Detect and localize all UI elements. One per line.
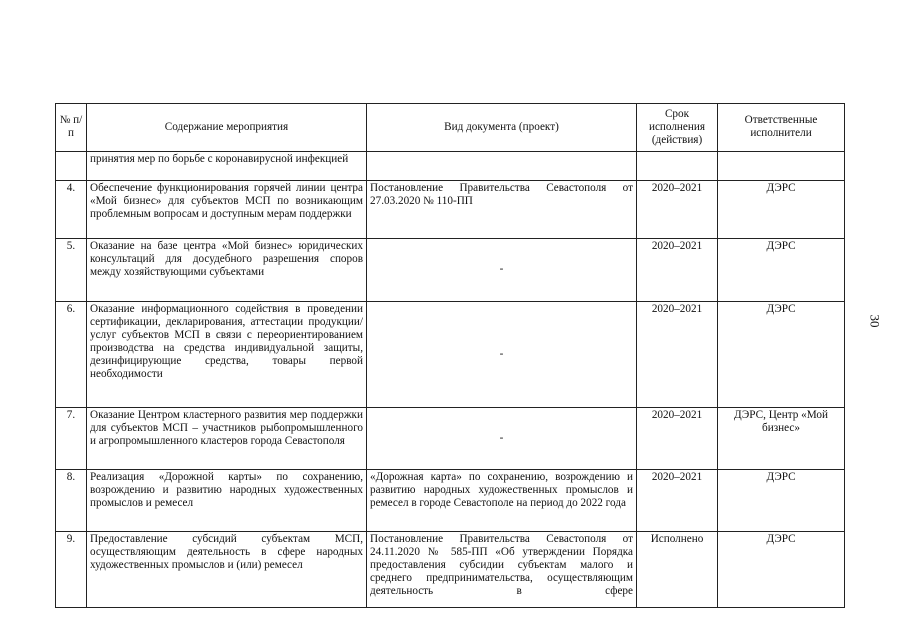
- table-row: [56, 181, 845, 239]
- cell-num: 6.: [56, 302, 87, 408]
- table-row: [56, 302, 845, 408]
- cell-resp: ДЭРС: [718, 181, 845, 239]
- cell-term: Исполнено: [637, 532, 718, 608]
- cell-num: 5.: [56, 239, 87, 302]
- table-row: [56, 470, 845, 532]
- cell-content: Оказание на базе центра «Мой бизнес» юридических консультаций для досудебного разрешения споров между хозяйствующими субъектами: [87, 239, 367, 302]
- cell-resp: ДЭРС, Центр «Мой бизнес»: [718, 408, 845, 470]
- cell-term: 2020–2021: [637, 239, 718, 302]
- table-row: [56, 239, 845, 302]
- cell-doc: -: [367, 408, 637, 470]
- header-term: Срок исполнения (действия): [637, 104, 718, 152]
- table-header-row: [56, 104, 845, 152]
- header-resp: Ответственные исполнители: [718, 104, 845, 152]
- cell-doc: Постановление Правительства Севастополя от 27.03.2020 № 110-ПП: [367, 181, 637, 239]
- cell-doc: Постановление Правительства Севастополя от 24.11.2020 № 585-ПП «Об утверждении Порядка предоставления субсидии субъектам малого и среднего предпринимательства, осуществляющим деятельность в сфере: [367, 532, 637, 608]
- cell-resp: ДЭРС: [718, 239, 845, 302]
- cell-term: 2020–2021: [637, 181, 718, 239]
- cell-num: 7.: [56, 408, 87, 470]
- cell-resp: ДЭРС: [718, 470, 845, 532]
- cell-num: 9.: [56, 532, 87, 608]
- cell-num: [56, 152, 87, 181]
- table-row: [56, 532, 845, 608]
- cell-resp: ДЭРС: [718, 302, 845, 408]
- cell-term: 2020–2021: [637, 470, 718, 532]
- cell-term: 2020–2021: [637, 408, 718, 470]
- cell-content: принятия мер по борьбе с коронавирусной инфекцией: [87, 152, 367, 181]
- cell-num: 8.: [56, 470, 87, 532]
- page-number: 30: [867, 314, 883, 328]
- cell-doc: [367, 152, 637, 181]
- header-content: Содержание мероприятия: [87, 104, 367, 152]
- cell-content: Оказание информационного содействия в проведении сертификации, декларирования, аттестации продукции/услуг субъектов МСП в связи с переориентированием производства на средства индивидуальной защиты, дезинфицирующие средства, товары первой необходимости: [87, 302, 367, 408]
- cell-term: [637, 152, 718, 181]
- table-row: [56, 408, 845, 470]
- cell-term: 2020–2021: [637, 302, 718, 408]
- cell-content: Обеспечение функционирования горячей линии центра «Мой бизнес» для субъектов МСП по возникающим проблемным вопросам и доступным мерам поддержки: [87, 181, 367, 239]
- cell-doc: -: [367, 302, 637, 408]
- cell-doc: -: [367, 239, 637, 302]
- header-doc: Вид документа (проект): [367, 104, 637, 152]
- cell-content: Оказание Центром кластерного развития мер поддержки для субъектов МСП – участников рыбопромышленного и агропромышленного кластеров города Севастополя: [87, 408, 367, 470]
- header-num: № п/п: [56, 104, 87, 152]
- cell-resp: [718, 152, 845, 181]
- measures-table: [55, 103, 845, 608]
- table-row-continued: [56, 152, 845, 181]
- cell-num: 4.: [56, 181, 87, 239]
- cell-content: Предоставление субсидий субъектам МСП, осуществляющим деятельность в сфере народных художественных промыслов и (или) ремесел: [87, 532, 367, 608]
- cell-content: Реализация «Дорожной карты» по сохранению, возрождению и развитию народных художественных промыслов и ремесел: [87, 470, 367, 532]
- cell-resp: ДЭРС: [718, 532, 845, 608]
- cell-doc: «Дорожная карта» по сохранению, возрождению и развитию народных художественных промыслов и ремесел в городе Севастополе на период до 2022 года: [367, 470, 637, 532]
